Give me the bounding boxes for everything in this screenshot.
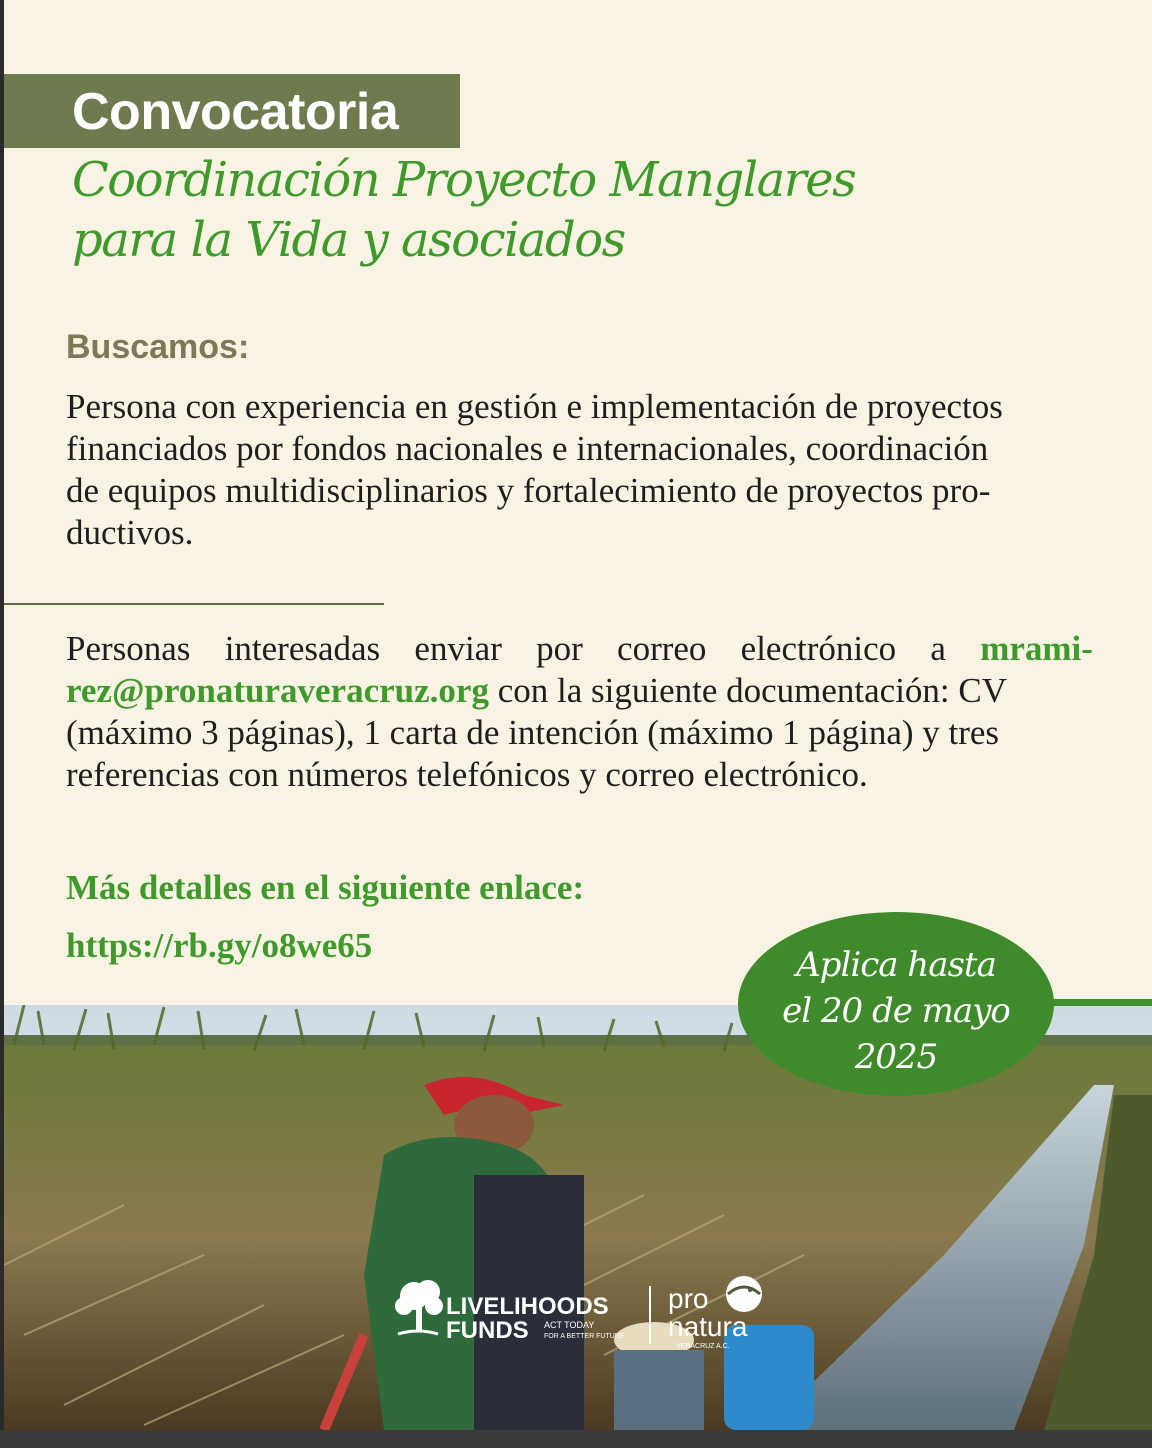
livelihoods-tagline: FOR A BETTER FUTURE [544, 1333, 625, 1340]
text-line [66, 670, 1096, 712]
pronatura-name: natura [668, 1311, 748, 1342]
instructions-word: por [536, 629, 583, 668]
email-link-part1[interactable]: mrami- [980, 629, 1093, 668]
livelihoods-tagline: ACT TODAY [544, 1320, 595, 1330]
page-title: Convocatoria [72, 83, 399, 141]
subtitle-line: para la Vida y asociados [72, 212, 625, 268]
subtitle [72, 150, 972, 270]
deadline-line: 2025 [854, 1037, 938, 1077]
bottom-edge-bar [0, 1430, 1152, 1448]
funds-name: FUNDS [446, 1317, 529, 1344]
text-line: Persona con experiencia en gestión e implementación de proyectos [66, 387, 1003, 426]
logos-svg [392, 1272, 772, 1352]
text-line: (máximo 3 páginas), 1 carta de intención (máximo 1 página) y tres [66, 713, 1000, 752]
text-line: ductivos. [66, 513, 194, 552]
text-line: referencias con números telefónicos y correo electrónico. [66, 755, 868, 794]
livelihoods-name: LIVELIHOODS [446, 1293, 609, 1320]
deadline-line: el 20 de mayo [782, 991, 1010, 1031]
tree-icon [395, 1280, 443, 1334]
instructions-word: electrónico [740, 629, 897, 668]
instructions-word: correo [617, 629, 707, 668]
text-line [66, 628, 1093, 670]
pronatura-name: pro [668, 1283, 709, 1314]
deadline-text [738, 942, 1054, 1080]
instructions-word: a [930, 629, 946, 668]
instructions-word: enviar [414, 629, 502, 668]
sponsor-logos [392, 1272, 772, 1352]
text-line: de equipos multidisciplinarios y fortalecimiento de proyectos pro- [66, 471, 991, 510]
seeking-label: Buscamos: [66, 328, 250, 366]
instructions-word: interesadas [224, 629, 381, 668]
more-details-label: Más detalles en el siguiente enlace: [66, 868, 585, 907]
instructions-text: con la siguiente documentación: CV [497, 671, 1008, 710]
details-link[interactable]: https://rb.gy/o8we65 [66, 926, 373, 965]
application-instructions [66, 628, 1096, 796]
email-link-part2[interactable]: rez@pronaturaveracruz.org [66, 671, 489, 710]
section-divider [4, 603, 384, 605]
deadline-line: Aplica hasta [796, 945, 996, 985]
subtitle-line: Coordinación Proyecto Manglares [72, 152, 856, 208]
pronatura-subtitle: VERACRUZ A.C. [676, 1343, 730, 1350]
text-line: financiados por fondos nacionales e internacionales, coordinación [66, 429, 989, 468]
seeking-description [66, 386, 1096, 554]
bird-logo-icon [726, 1276, 762, 1312]
instructions-word: Personas [66, 629, 191, 668]
